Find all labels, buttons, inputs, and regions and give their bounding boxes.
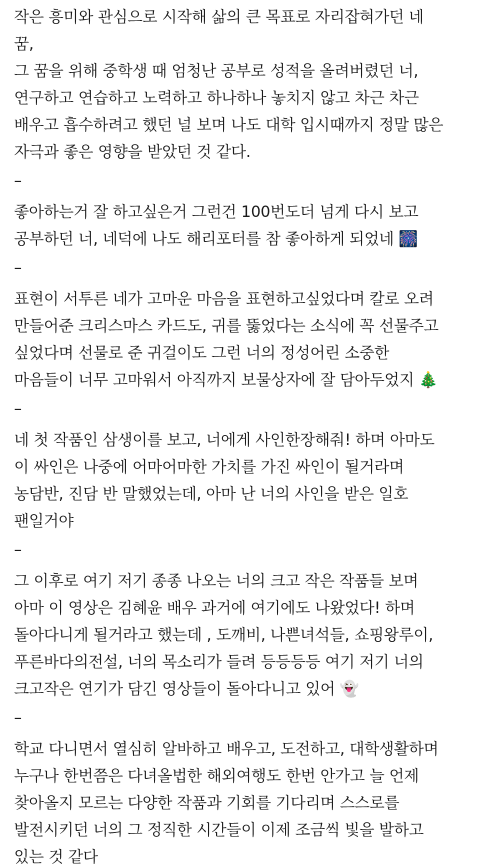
separator-dash: –	[14, 709, 22, 727]
paragraph-christmas-card	[14, 286, 466, 394]
separator-dash: –	[14, 172, 22, 190]
text-line: 자극과 좋은 영향을 받았던 것 같다.	[14, 143, 251, 161]
text-line: 돌아다니게 될거라고 했는데 , 도깨비, 나쁜녀석들, 쇼핑왕루이,	[14, 626, 434, 644]
paragraph-dream	[14, 4, 466, 166]
text-line: 꿈,	[14, 35, 34, 53]
text-line: 공부하던 너, 네덕에 나도 해리포터를 참 좋아하게 되었네 🎆	[14, 230, 418, 248]
text-line: 표현이 서투른 네가 고마운 마음을 표현하고싶었다며 칼로 오려	[14, 290, 434, 308]
text-line: 싶었다며 선물로 준 귀걸이도 그런 너의 정성어린 소중한	[14, 344, 390, 362]
text-line: 이 싸인은 나중에 어마어마한 가치를 가진 싸인이 될거라며	[14, 458, 405, 476]
text-line: 푸른바다의전설, 너의 목소리가 들려 등등등등 여기 저기 너의	[14, 653, 424, 671]
text-line: 있는 것 같다	[14, 848, 98, 864]
text-line: 크고작은 연기가 담긴 영상들이 돌아다니고 있어 👻	[14, 680, 360, 698]
text-line: 배우고 흡수하려고 했던 널 보며 나도 대학 입시때까지 정말 많은	[14, 116, 444, 134]
text-line: 아마 이 영상은 김혜윤 배우 과거에 여기에도 나왔었다! 하며	[14, 599, 415, 617]
text-line: 찾아올지 모르는 다양한 작품과 기회를 기다리며 스스로를	[14, 794, 400, 812]
text-line: 마음들이 너무 고마워서 아직까지 보물상자에 잘 담아두었지 🎄	[14, 371, 439, 389]
text-line: 팬일거야	[14, 512, 74, 530]
text-line: 그 이후로 여기 저기 종종 나오는 너의 크고 작은 작품들 보며	[14, 572, 419, 590]
paragraph-works	[14, 568, 466, 703]
separator-dash: –	[14, 259, 22, 277]
text-line: 농담반, 진담 반 말했었는데, 아마 난 너의 사인을 받은 일호	[14, 485, 409, 503]
text-line: 연구하고 연습하고 노력하고 하나하나 놓치지 않고 차근 차근	[14, 89, 419, 107]
separator-dash: –	[14, 400, 22, 418]
paragraph-school-life	[14, 736, 466, 864]
text-line: 네 첫 작품인 삼생이를 보고, 너에게 사인한장해줘! 하며 아마도	[14, 431, 435, 449]
text-line: 발전시키던 너의 그 정직한 시간들이 이제 조금씩 빛을 발하고	[14, 821, 424, 839]
paragraph-autograph	[14, 427, 466, 535]
paragraph-harry-potter	[14, 199, 466, 253]
text-line: 그 꿈을 위해 중학생 때 엄청난 공부로 성적을 올려버렸던 너,	[14, 62, 419, 80]
text-line: 누구나 한번쯤은 다녀올법한 해외여행도 한번 안가고 늘 언제	[14, 767, 419, 785]
text-line: 좋아하는거 잘 하고싶은거 그런건 100번도더 넘게 다시 보고	[14, 203, 419, 221]
text-line: 만들어준 크리스마스 카드도, 귀를 뚫었다는 소식에 꼭 선물주고	[14, 317, 439, 335]
text-line: 작은 흥미와 관심으로 시작해 삶의 큰 목표로 자리잡혀가던 네	[14, 8, 424, 26]
separator-dash: –	[14, 541, 22, 559]
text-line: 학교 다니면서 열심히 알바하고 배우고, 도전하고, 대학생활하며	[14, 740, 439, 758]
